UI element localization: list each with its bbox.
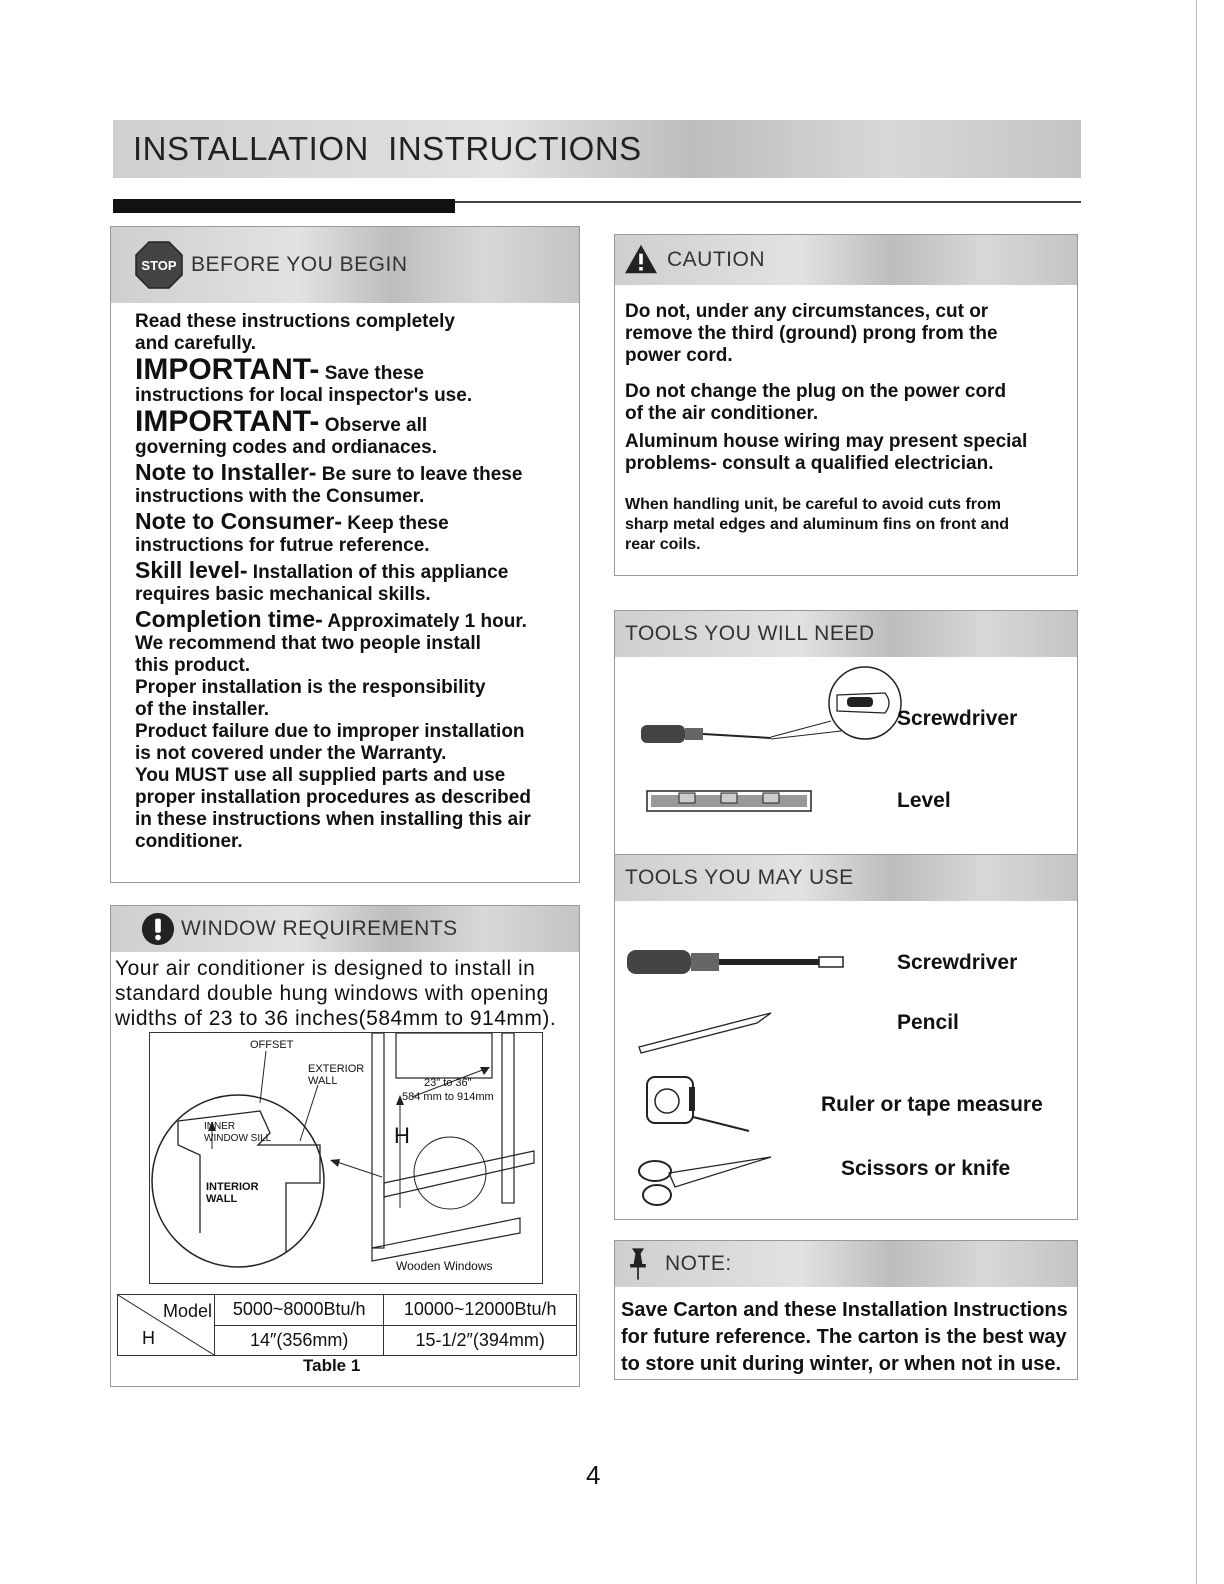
tape-measure-icon (645, 1075, 755, 1135)
label-window-sill: WINDOW SILL (204, 1133, 272, 1144)
screwdriver-flat-icon (623, 947, 853, 977)
before-you-begin-heading: BEFORE YOU BEGIN (191, 253, 408, 276)
caution-block-3 (625, 431, 1027, 475)
tools-may-header (615, 855, 1077, 901)
label-offset: OFFSET (250, 1039, 294, 1051)
page-number: 4 (586, 1460, 601, 1490)
important-2-head: IMPORTANT- (135, 405, 320, 438)
note-line-2: for future reference. The carton is the best way (621, 1326, 1067, 1348)
installer-tail: Be sure to leave these (316, 464, 523, 485)
before-you-begin-list (135, 311, 575, 853)
caution-line-8: When handling unit, be careful to avoid cuts from (625, 496, 1002, 513)
window-requirements-header (111, 906, 579, 952)
label-inner: INNER (204, 1121, 236, 1132)
skill-line-2: requires basic mechanical skills. (135, 584, 431, 605)
read-line-1: Read these instructions completely (135, 311, 455, 332)
page-title: INSTALLATION INSTRUCTIONS (133, 130, 642, 167)
responsibility-line-2: of the installer. (135, 699, 270, 720)
caution-block-4 (625, 495, 1009, 555)
scissors-icon (635, 1151, 775, 1211)
table-header-1: 5000~8000Btu/h (215, 1295, 384, 1326)
h-dimension-table (117, 1294, 577, 1356)
exclamation-icon (141, 912, 175, 946)
label-wooden-windows: Wooden Windows (396, 1259, 493, 1273)
stop-sign-icon (135, 241, 183, 289)
recommend-line-1: We recommend that two people install (135, 633, 481, 654)
installer-head: Note to Installer- (135, 459, 317, 485)
level-icon (645, 787, 815, 817)
must-line-2: proper installation procedures as described (135, 787, 531, 808)
tool-need-2: Level (897, 789, 951, 812)
caution-line-2: remove the third (ground) prong from the (625, 323, 998, 344)
installer-line-2: instructions with the Consumer. (135, 486, 425, 507)
skill-tail: Installation of this appliance (247, 562, 509, 583)
warning-triangle-icon (623, 243, 659, 275)
tools-may-panel (614, 854, 1078, 1220)
tools-need-heading: TOOLS YOU WILL NEED (625, 622, 875, 645)
important-1-line-2: instructions for local inspector's use. (135, 385, 473, 406)
caution-line-5: of the air conditioner. (625, 403, 819, 424)
note-line-3: to store unit during winter, or when not in use. (621, 1353, 1061, 1375)
caution-line-1: Do not, under any circumstances, cut or (625, 301, 989, 322)
important-1-head: IMPORTANT- (135, 353, 320, 386)
label-range-inches: 23" to 36" (424, 1077, 472, 1089)
margin-line (1196, 0, 1197, 1584)
pencil-icon (635, 1007, 775, 1057)
caution-block-2 (625, 381, 1006, 425)
before-you-begin-header (111, 227, 579, 303)
label-interior: INTERIOR (206, 1181, 259, 1193)
window-requirements-heading: WINDOW REQUIREMENTS (181, 917, 458, 940)
window-text-3: widths of 23 to 36 inches(584mm to 914mm). (115, 1007, 557, 1030)
tools-need-header (615, 611, 1077, 657)
skill-head: Skill level- (135, 557, 248, 583)
consumer-head: Note to Consumer- (135, 508, 342, 534)
table-value-2: 15-1/2″(394mm) (384, 1325, 577, 1356)
tool-may-4: Scissors or knife (841, 1157, 1011, 1180)
read-line-2: and carefully. (135, 333, 257, 354)
label-range-mm: 584 mm to 914mm (402, 1091, 494, 1103)
pushpin-icon (625, 1245, 651, 1283)
responsibility-line-1: Proper installation is the responsibility (135, 677, 486, 698)
important-1-tail: Save these (319, 363, 425, 384)
caution-line-10: rear coils. (625, 536, 701, 553)
must-line-3: in these instructions when installing this air (135, 809, 531, 830)
label-h: H (394, 1123, 410, 1148)
caution-heading: CAUTION (667, 248, 765, 271)
note-line-1: Save Carton and these Installation Instructions (621, 1299, 1068, 1321)
consumer-tail: Keep these (342, 513, 449, 534)
label-exterior-wall: WALL (308, 1075, 338, 1087)
window-diagram (149, 1032, 543, 1284)
caution-line-7: problems- consult a qualified electrician. (625, 453, 994, 474)
important-2-line-2: governing codes and ordianaces. (135, 437, 437, 458)
must-line-4: conditioner. (135, 831, 243, 852)
consumer-line-2: instructions for futrue reference. (135, 535, 430, 556)
tool-may-1: Screwdriver (897, 951, 1018, 974)
warranty-line-2: is not covered under the Warranty. (135, 743, 447, 764)
note-heading: NOTE: (665, 1252, 732, 1275)
window-text-2: standard double hung windows with opening (115, 982, 549, 1005)
important-2-tail: Observe all (319, 415, 428, 436)
recommend-line-2: this product. (135, 655, 251, 676)
caution-line-3: power cord. (625, 345, 733, 366)
note-body (621, 1297, 1068, 1378)
label-interior-wall: WALL (206, 1193, 238, 1205)
table-corner-h: H (142, 1328, 155, 1348)
time-head: Completion time- (135, 606, 323, 632)
tool-may-2: Pencil (897, 1011, 959, 1034)
window-requirements-panel (110, 905, 580, 1387)
window-text-1: Your air conditioner is designed to install in (115, 957, 536, 980)
caution-panel (614, 234, 1078, 576)
note-panel (614, 1240, 1078, 1380)
page-title-bar (113, 120, 1081, 178)
warranty-line-1: Product failure due to improper installation (135, 721, 525, 742)
title-rule-accent (113, 199, 455, 213)
table-value-1: 14″(356mm) (215, 1325, 384, 1356)
caution-line-4: Do not change the plug on the power cord (625, 381, 1007, 402)
label-exterior: EXTERIOR (308, 1063, 365, 1075)
before-you-begin-panel (110, 226, 580, 883)
tool-need-1: Screwdriver (897, 707, 1018, 730)
stop-sign-text: STOP (141, 258, 177, 273)
must-line-1: You MUST use all supplied parts and use (135, 765, 506, 786)
caution-header (615, 235, 1077, 285)
caution-block-1 (625, 301, 998, 367)
screwdriver-phillips-icon (635, 665, 905, 745)
tools-may-heading: TOOLS YOU MAY USE (625, 866, 854, 889)
table-header-2: 10000~12000Btu/h (384, 1295, 577, 1326)
table-corner-cell (118, 1295, 215, 1356)
table-caption: Table 1 (303, 1356, 361, 1375)
tools-need-panel (614, 610, 1078, 856)
tool-may-3: Ruler or tape measure (821, 1093, 1043, 1116)
caution-line-6: Aluminum house wiring may present special (625, 431, 1028, 452)
note-header (615, 1241, 1077, 1287)
time-tail: Approximately 1 hour. (322, 611, 527, 632)
table-corner-model: Model (162, 1301, 212, 1321)
caution-line-9: sharp metal edges and aluminum fins on front and (625, 516, 1010, 533)
